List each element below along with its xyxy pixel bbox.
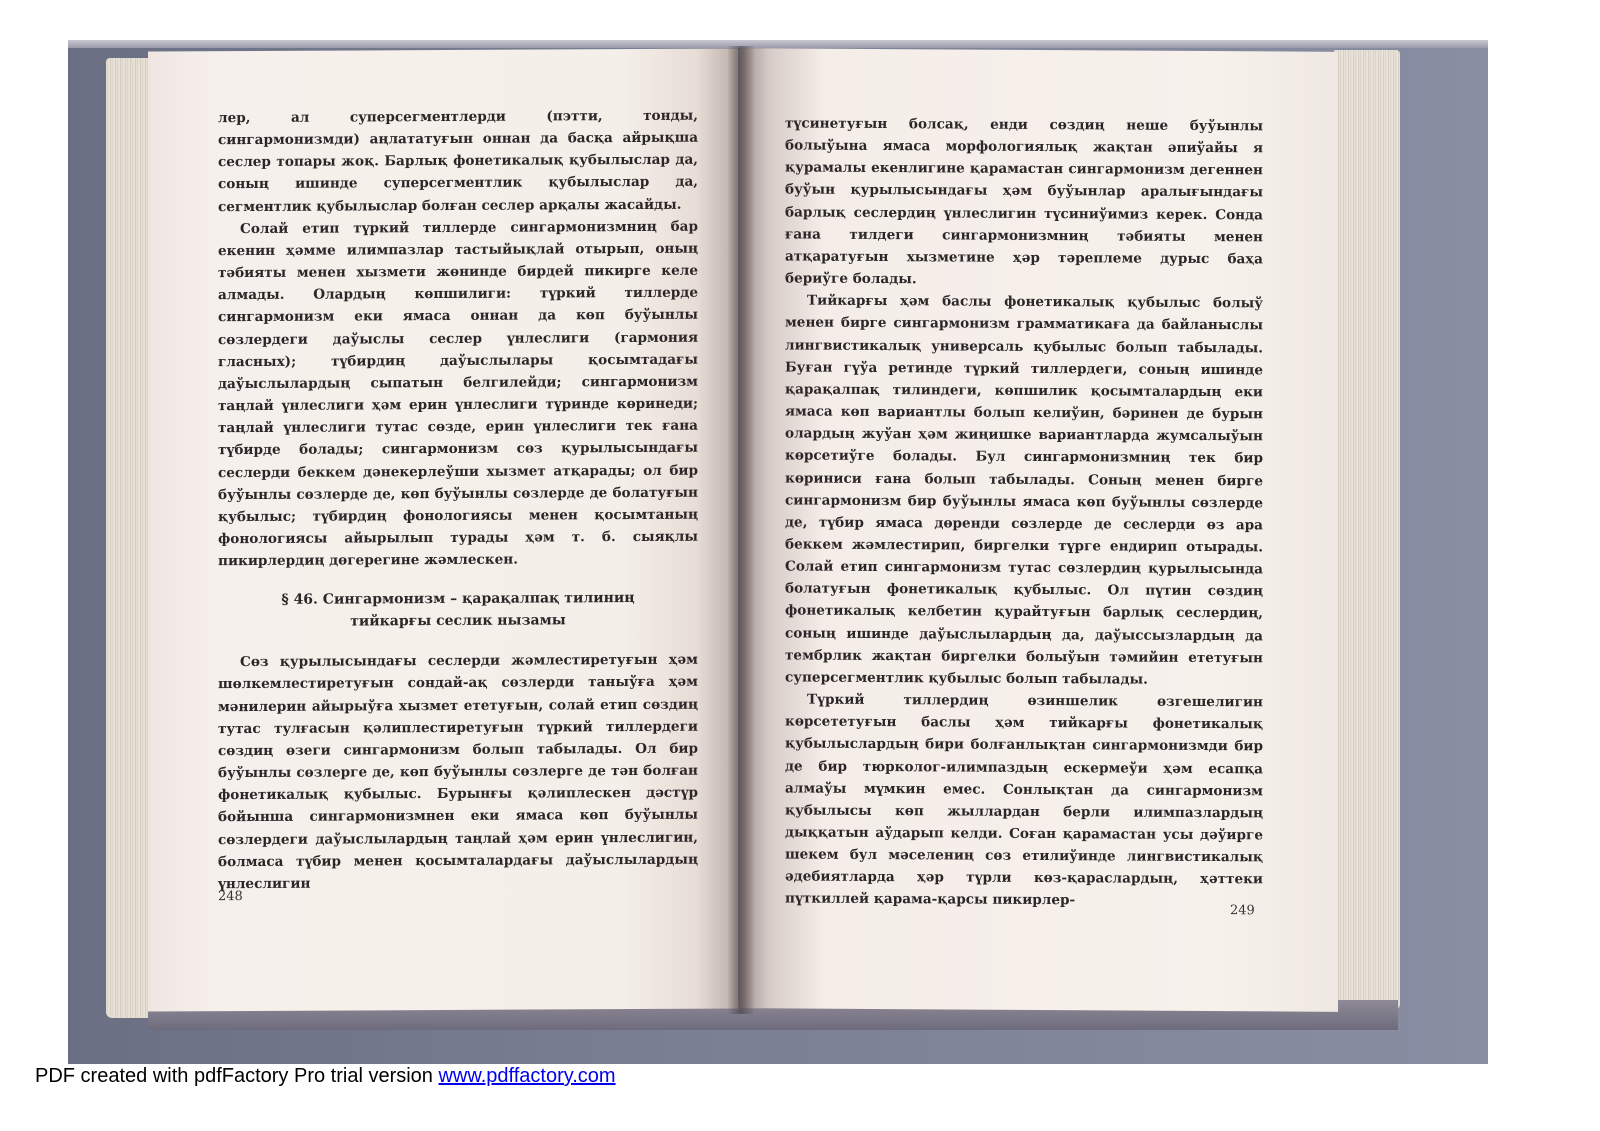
pdf-footer: [35, 1065, 616, 1088]
section-heading: § 46. Сингармонизм – қарақалпақ тилиниң тийкарғы сеслик нызамы: [281, 590, 635, 630]
paragraph: Түркий тиллердиң өзиншелик өзгешелигин көрсететуғын баслы ҳәм тийкарғы фонетикалық қубылыслардың бири болғанлықтан сингармонизмди бир де бир тюрколог-илимпаздың ескермеўи ҳәм есапқа алмаўы мүмкин емес. Сонлықтан да сингармонизм қубылысы көп жыллардан берли илимпазлардың дыққатын аўдарып келди. Соған қарамастан усы дәўирге шекем бул мәселениң сөз етилиўинде лингвистикалық әдебиятларда ҳәр түрли көз-қарaслардың, ҳәттеки пүткиллей қарама-қарсы пикирлер-: [785, 691, 1263, 909]
scan-top-strip: [68, 40, 1488, 48]
right-page: [740, 48, 1338, 1012]
right-page-text: [785, 112, 1263, 913]
paragraph: лер, ал суперсегментлерди (пэтти, тонды, сингармонизмди) аңлататуғын оннан да басқа айрықша сеслер топары жоқ. Барлық фонетикалық қубылыслар да, соның ишинде суперсегментлик қубылыслар да, сегментлик қубылыслар болған сеслер арқалы жасайды.: [218, 107, 698, 215]
paragraph: Солай етип түркий тиллерде сингармонизмниң бар екенин ҳәмме илимпазлар тастыйықлай отырып, оның тәбияты менен хызмети жөнинде бирдей пикирге келе алмады. Олардың көпшилиги: түркий тиллерде сингармонизм еки ямаса оннан да көп буўынлы сөзлердеги даўыслы сеслер үнлеслиги (гармония гласных); түбирдиң даўыслылары қосымтадағы даўыслылардың сыпатын белгилейди; сингармонизм таңлай үнлеслиги ҳәм ерин үнлеслиги түринде көринеди; таңлай үнлеслиги тутас сөзде, ерин үнлеслиги тек ғана түбирде болады; сингармонизм сөз қурылысындағы сеслерди беккем дәнекерлеўши хызмет атқарады; ол бир буўынлы сөзлерде де, көп буўынлы сөзлерде де болатуғын қубылыс; түбирдиң фонологиясы менен қосымтаның фонологиясы айырылып турады ҳәм т. б. сыяқлы пикирлердиң дөгерегине жәмлескен.: [218, 218, 698, 570]
paragraph: Тийкарғы ҳәм баслы фонетикалық қубылыс болыў менен бирге сингармонизм грамматикаға да байланыслы лингвистикалық универсаль қубылыс болып табылады. Буған гүўа ретинде түркий тиллердеги, соның ишинде қарақалпақ тилиндеги, көпшилик қосымталардың еки ямаса көп вариантлы болып келиўин, бәринен де бурын олардың жуўан ҳәм жиңишке вариантларда жумсалыўын көрсетиўге болады. Бул сингармонизмниң тек бир көриниси ғана болып табылады. Соның менен бирге сингармонизм бир буўынлы ямаса көп буўынлы сөзлерде де, түбир ямаса дөренди сөзлерде де сеслерди өз ара беккем жәмлестирип, биргелки түрге ендирип отырады. Солай етип сингармонизм тутас сөзлердиң қурылысында болатуғын фонетикалық қубылыс. Ол пүтин сөздиң фонетикалық келбетин қурайтуғын барлық сеслердиң, соның ишинде даўыслылардың да, даўыссызлардың да тембрлик жақтан биргелки болыўын тәмийин ететуғын суперсегментлик қубылыс болып табылады.: [785, 292, 1263, 688]
book-gutter: [728, 46, 754, 1014]
paragraph: Сөз қурылысындағы сеслерди жәмлестиретуғын ҳәм шөлкемлестиретуғын сондай-ақ сөзлерди таныўға ҳәм мәнилерин айырыўға хызмет ететуғын, солай етип сөздиң тутас тулғасын қәлиплестиретуғын түркий тиллердеги сөздиң өзеги сингармонизм болып табылады. Ол бир буўынлы сөзлерге де, көп буўынлы сөзлерге де тән болған фонетикалық қубылыс. Бурынғы қәлиплескен дәстүр бойынша сингармонизмнен еки ямаса көп буўынлы сөзлердеги даўыслылардың таңлай ҳәм ерин үнлеслигин, болмаса түбир менен қосымталардағы даўыслылардың үнлеслигин: [218, 651, 698, 893]
scanned-book-spread: [68, 40, 1488, 1064]
page-number-right: 249: [1230, 903, 1255, 919]
left-page: [148, 48, 738, 1011]
paragraph: түсинетуғын болсақ, енди сөздиң неше буўынлы болыўына ямаса морфологиялық жақтан әпиўайы я қурамалы екенлигине қарамастан сингармонизм дегеннен буўын қурылысындағы ҳәм буўынлар аралығындағы барлық сеслердиң үнлеслигин түсиниўимиз керек. Сонда ғана тилдеги сингармонизмниң тәбияты менен атқаратуғын хызметине ҳәр тәреплеме дурыс баҳа бериўге болады.: [785, 115, 1263, 288]
footer-text: PDF created with pdfFactory Pro trial version: [35, 1065, 439, 1087]
page-number-left: 248: [218, 889, 243, 905]
footer-link[interactable]: www.pdffactory.com: [438, 1065, 616, 1087]
left-page-text: [218, 105, 698, 896]
book-page-edges-right: [1334, 50, 1400, 1010]
